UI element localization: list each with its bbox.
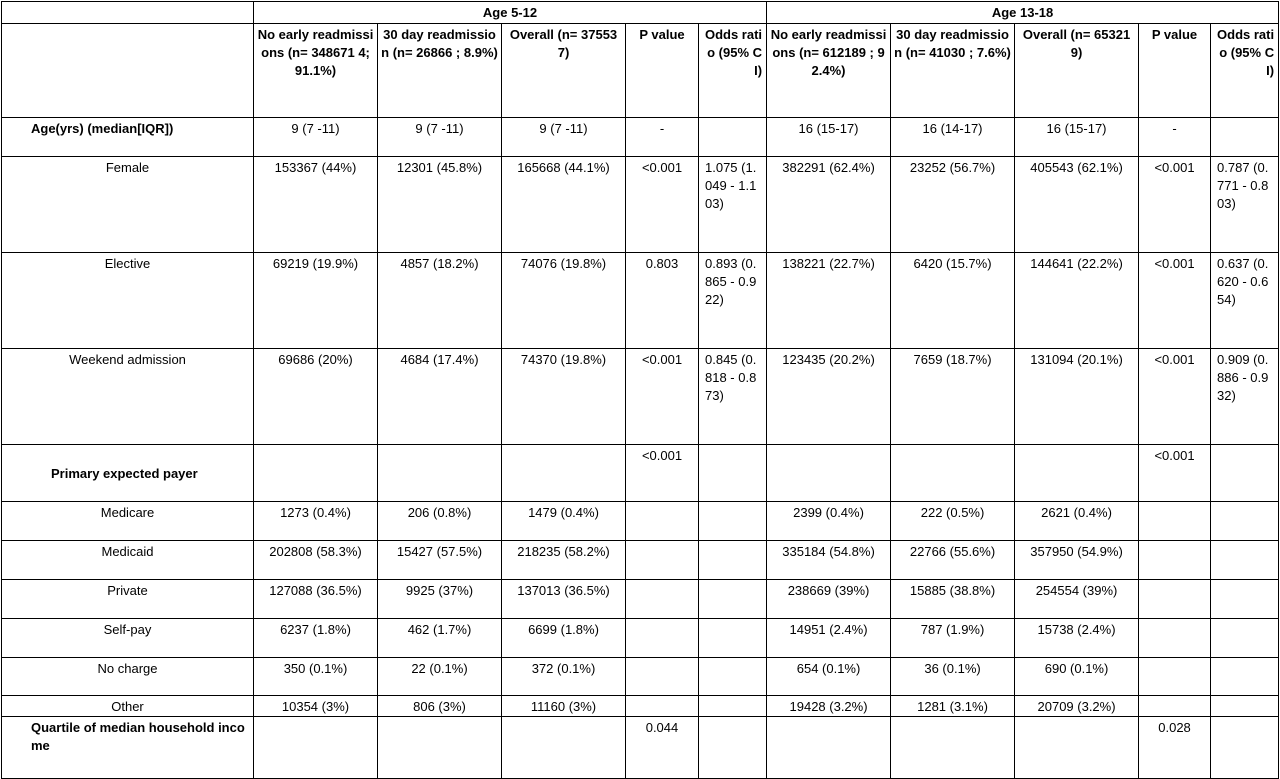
cell [626, 619, 699, 658]
cell [699, 619, 767, 658]
table-row [2, 118, 1279, 157]
cell: 15738 (2.4%) [1015, 619, 1139, 658]
header-odds-ratio-b: Odds ratio (95% CI) [1211, 24, 1279, 118]
cell [1211, 118, 1279, 157]
cell: 11160 (3%) [502, 696, 626, 717]
cell: 69219 (19.9%) [254, 253, 378, 349]
cell: 1.075 (1.049 - 1.103) [699, 157, 767, 253]
cell: 0.028 [1139, 717, 1211, 779]
header-overall-a: Overall (n= 375537) [502, 24, 626, 118]
column-header-row [2, 24, 1279, 118]
cell [378, 445, 502, 502]
cell: 0.044 [626, 717, 699, 779]
cell: 462 (1.7%) [378, 619, 502, 658]
header-label-cell [2, 24, 254, 118]
readmission-table [1, 1, 1279, 779]
cell: 123435 (20.2%) [767, 349, 891, 445]
cell: 15427 (57.5%) [378, 541, 502, 580]
cell: 206 (0.8%) [378, 502, 502, 541]
table-row [2, 253, 1279, 349]
cell: 1479 (0.4%) [502, 502, 626, 541]
cell: <0.001 [1139, 157, 1211, 253]
cell: 138221 (22.7%) [767, 253, 891, 349]
cell [699, 445, 767, 502]
cell: 654 (0.1%) [767, 658, 891, 696]
header-odds-ratio-a: Odds ratio (95% CI) [699, 24, 767, 118]
cell [626, 502, 699, 541]
row-label: Private [2, 580, 254, 619]
cell [254, 717, 378, 779]
cell: 0.787 (0.771 - 0.803) [1211, 157, 1279, 253]
cell: 74076 (19.8%) [502, 253, 626, 349]
cell: <0.001 [1139, 349, 1211, 445]
cell [626, 696, 699, 717]
cell [1139, 696, 1211, 717]
table-row [2, 502, 1279, 541]
header-no-early-readmissions-a: No early readmissions (n= 348671 4; 91.1%) [254, 24, 378, 118]
cell [1139, 619, 1211, 658]
cell [626, 658, 699, 696]
cell: 690 (0.1%) [1015, 658, 1139, 696]
cell: 14951 (2.4%) [767, 619, 891, 658]
cell: 4684 (17.4%) [378, 349, 502, 445]
cell: <0.001 [1139, 253, 1211, 349]
cell: 335184 (54.8%) [767, 541, 891, 580]
row-label: Self-pay [2, 619, 254, 658]
cell: 9 (7 -11) [378, 118, 502, 157]
cell: 0.909 (0.886 - 0.932) [1211, 349, 1279, 445]
cell [626, 580, 699, 619]
row-label: Medicaid [2, 541, 254, 580]
group-header-age-13-18: Age 13-18 [767, 2, 1279, 24]
cell [891, 445, 1015, 502]
cell [1211, 541, 1279, 580]
cell: 16 (15-17) [1015, 118, 1139, 157]
cell [254, 445, 378, 502]
cell: 74370 (19.8%) [502, 349, 626, 445]
cell [378, 717, 502, 779]
cell: 9925 (37%) [378, 580, 502, 619]
cell: 6699 (1.8%) [502, 619, 626, 658]
cell: 16 (15-17) [767, 118, 891, 157]
table-row [2, 619, 1279, 658]
row-label: Elective [2, 253, 254, 349]
row-label: No charge [2, 658, 254, 696]
cell [699, 118, 767, 157]
cell: 12301 (45.8%) [378, 157, 502, 253]
table-row [2, 717, 1279, 779]
cell [767, 717, 891, 779]
cell: 787 (1.9%) [891, 619, 1015, 658]
cell: 36 (0.1%) [891, 658, 1015, 696]
cell: <0.001 [1139, 445, 1211, 502]
cell: 165668 (44.1%) [502, 157, 626, 253]
table-row [2, 541, 1279, 580]
cell [1139, 502, 1211, 541]
cell: 6420 (15.7%) [891, 253, 1015, 349]
cell: 357950 (54.9%) [1015, 541, 1139, 580]
header-30-day-readmission-a: 30 day readmission (n= 26866 ; 8.9%) [378, 24, 502, 118]
cell: <0.001 [626, 349, 699, 445]
row-label: Primary expected payer [2, 445, 254, 502]
cell: 382291 (62.4%) [767, 157, 891, 253]
row-label: Female [2, 157, 254, 253]
cell: 16 (14-17) [891, 118, 1015, 157]
table-row [2, 157, 1279, 253]
cell: 0.845 (0.818 - 0.873) [699, 349, 767, 445]
cell: 806 (3%) [378, 696, 502, 717]
cell [1139, 658, 1211, 696]
cell [1211, 502, 1279, 541]
group-header-age-5-12: Age 5-12 [254, 2, 767, 24]
cell [1211, 580, 1279, 619]
table-row [2, 658, 1279, 696]
cell: 372 (0.1%) [502, 658, 626, 696]
cell: 127088 (36.5%) [254, 580, 378, 619]
header-30-day-readmission-b: 30 day readmission (n= 41030 ; 7.6%) [891, 24, 1015, 118]
cell [699, 580, 767, 619]
cell: 1273 (0.4%) [254, 502, 378, 541]
cell: 23252 (56.7%) [891, 157, 1015, 253]
cell [502, 445, 626, 502]
cell: 0.893 (0.865 - 0.922) [699, 253, 767, 349]
table-row [2, 445, 1279, 502]
cell: 19428 (3.2%) [767, 696, 891, 717]
cell [699, 717, 767, 779]
cell: 6237 (1.8%) [254, 619, 378, 658]
cell: 15885 (38.8%) [891, 580, 1015, 619]
cell [1015, 445, 1139, 502]
cell: 405543 (62.1%) [1015, 157, 1139, 253]
cell [699, 696, 767, 717]
group-header-row [2, 2, 1279, 24]
cell [502, 717, 626, 779]
cell: - [626, 118, 699, 157]
table-row [2, 580, 1279, 619]
header-p-value-b: P value [1139, 24, 1211, 118]
cell [891, 717, 1015, 779]
cell [1211, 619, 1279, 658]
cell [1211, 696, 1279, 717]
cell: 69686 (20%) [254, 349, 378, 445]
cell [699, 502, 767, 541]
cell: 137013 (36.5%) [502, 580, 626, 619]
cell [1139, 541, 1211, 580]
cell: 153367 (44%) [254, 157, 378, 253]
row-label: Medicare [2, 502, 254, 541]
cell [626, 541, 699, 580]
cell: 20709 (3.2%) [1015, 696, 1139, 717]
cell: 9 (7 -11) [502, 118, 626, 157]
cell: 238669 (39%) [767, 580, 891, 619]
corner-cell [2, 2, 254, 24]
cell: 222 (0.5%) [891, 502, 1015, 541]
cell: 7659 (18.7%) [891, 349, 1015, 445]
cell [767, 445, 891, 502]
table-row [2, 696, 1279, 717]
cell [699, 658, 767, 696]
row-label: Other [2, 696, 254, 717]
cell: 131094 (20.1%) [1015, 349, 1139, 445]
cell: 2399 (0.4%) [767, 502, 891, 541]
cell: 254554 (39%) [1015, 580, 1139, 619]
cell: 1281 (3.1%) [891, 696, 1015, 717]
cell: 350 (0.1%) [254, 658, 378, 696]
cell [1139, 580, 1211, 619]
header-no-early-readmissions-b: No early readmissions (n= 612189 ; 92.4%) [767, 24, 891, 118]
cell: 22 (0.1%) [378, 658, 502, 696]
cell [699, 541, 767, 580]
cell: 218235 (58.2%) [502, 541, 626, 580]
cell [1015, 717, 1139, 779]
table-row [2, 349, 1279, 445]
cell: 144641 (22.2%) [1015, 253, 1139, 349]
cell [1211, 717, 1279, 779]
cell: - [1139, 118, 1211, 157]
header-p-value-a: P value [626, 24, 699, 118]
cell: 2621 (0.4%) [1015, 502, 1139, 541]
cell: <0.001 [626, 445, 699, 502]
cell: 9 (7 -11) [254, 118, 378, 157]
header-overall-b: Overall (n= 653219) [1015, 24, 1139, 118]
cell [1211, 658, 1279, 696]
cell: 0.637 (0.620 - 0.654) [1211, 253, 1279, 349]
cell: 4857 (18.2%) [378, 253, 502, 349]
cell: 202808 (58.3%) [254, 541, 378, 580]
cell: 10354 (3%) [254, 696, 378, 717]
cell [1211, 445, 1279, 502]
cell: 22766 (55.6%) [891, 541, 1015, 580]
row-label: Quartile of median household income [2, 717, 254, 779]
cell: 0.803 [626, 253, 699, 349]
cell: <0.001 [626, 157, 699, 253]
row-label: Weekend admission [2, 349, 254, 445]
row-label: Age(yrs) (median[IQR]) [2, 118, 254, 157]
